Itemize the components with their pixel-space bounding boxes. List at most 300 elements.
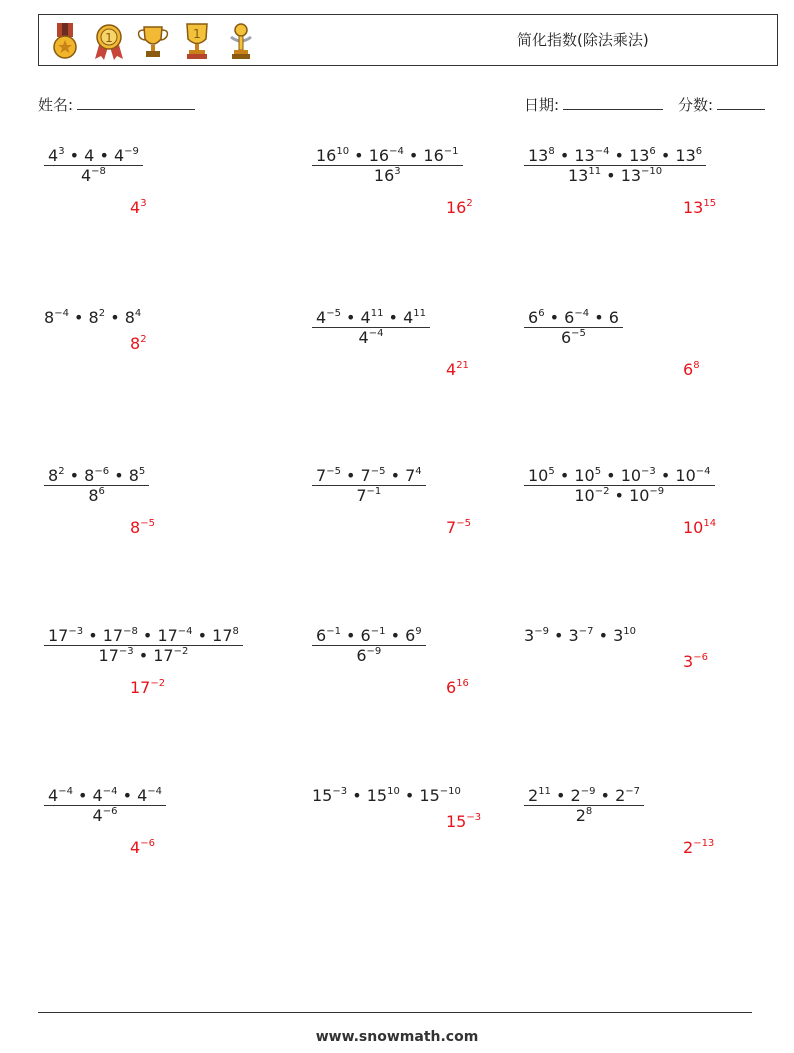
score-label: 分数: <box>678 96 714 114</box>
power-term <box>48 466 65 485</box>
power-term <box>524 626 549 645</box>
name-blank[interactable] <box>77 95 195 110</box>
power-term <box>316 146 349 165</box>
multiply-dot: • <box>109 466 129 485</box>
power-term <box>683 360 700 379</box>
multiply-dot: • <box>117 786 138 805</box>
exponent: −6 <box>94 466 110 477</box>
base: 16 <box>423 146 444 165</box>
power-term <box>683 518 716 537</box>
power-term <box>405 466 422 485</box>
numerator <box>312 786 461 805</box>
power-term <box>84 146 94 165</box>
date-field <box>524 94 663 115</box>
exponent: 6 <box>538 308 545 319</box>
problem-14 <box>312 786 461 805</box>
base: 2 <box>683 838 694 857</box>
base: 6 <box>608 308 619 327</box>
power-term <box>114 146 139 165</box>
exponent: 8 <box>548 146 555 157</box>
base: 2 <box>570 786 581 805</box>
denominator <box>312 327 430 347</box>
exponent: 3 <box>58 146 65 157</box>
multiply-dot: • <box>399 786 420 805</box>
problem-15 <box>524 786 644 825</box>
name-field <box>38 94 195 115</box>
power-term <box>359 328 384 347</box>
power-term <box>312 786 347 805</box>
base: 4 <box>130 198 141 217</box>
exponent: −2 <box>173 646 189 657</box>
power-term <box>561 328 586 347</box>
expression <box>524 466 715 505</box>
denominator <box>524 805 644 825</box>
multiply-dot: • <box>655 466 676 485</box>
power-term <box>212 626 239 645</box>
power-term <box>528 786 551 805</box>
svg-text:1: 1 <box>105 31 113 45</box>
power-term <box>571 786 596 805</box>
exponent: 6 <box>98 486 105 497</box>
base: 4 <box>358 328 369 347</box>
multiply-dot: • <box>349 146 369 165</box>
multiply-dot: • <box>137 626 158 645</box>
multiply-dot: • <box>548 626 569 645</box>
answer-1 <box>130 198 147 217</box>
exponent: 6 <box>695 146 703 157</box>
power-term <box>129 466 146 485</box>
exponent: 9 <box>415 626 422 637</box>
base: 8 <box>124 308 135 327</box>
multiply-dot: • <box>68 308 89 327</box>
power-term <box>361 626 386 645</box>
multiply-dot: • <box>554 146 575 165</box>
numerator <box>312 146 463 165</box>
numerator <box>524 626 636 645</box>
power-term <box>153 646 188 665</box>
base: 16 <box>316 146 337 165</box>
denominator <box>44 805 166 825</box>
power-term <box>613 626 636 645</box>
exponent: −4 <box>58 786 73 797</box>
exponent: 2 <box>466 198 473 209</box>
multiply-dot: • <box>192 626 213 645</box>
power-term <box>446 518 471 537</box>
exponent: 11 <box>413 308 426 319</box>
date-blank[interactable] <box>563 95 663 110</box>
answer-5 <box>446 360 469 379</box>
power-term <box>157 626 192 645</box>
gold-trophy-icon <box>179 21 215 61</box>
multiply-dot: • <box>64 466 85 485</box>
power-term <box>356 646 381 665</box>
multiply-dot: • <box>83 626 103 645</box>
answer-2 <box>446 198 473 217</box>
power-term <box>356 486 381 505</box>
numerator <box>524 308 623 327</box>
power-term <box>99 646 134 665</box>
multiply-dot: • <box>550 786 571 805</box>
exponent: −7 <box>625 786 641 797</box>
power-term <box>44 308 69 327</box>
base: 2 <box>575 806 586 825</box>
score-blank[interactable] <box>717 95 765 110</box>
base: 17 <box>98 646 119 665</box>
base: 10 <box>574 486 595 505</box>
base: 10 <box>629 486 650 505</box>
answer-9 <box>683 518 716 537</box>
denominator <box>312 165 463 185</box>
exponent: −4 <box>574 308 590 319</box>
power-term <box>576 806 593 825</box>
base: 8 <box>44 308 55 327</box>
expression <box>44 308 141 327</box>
numerator <box>44 466 149 485</box>
exponent: −1 <box>326 626 341 637</box>
base: 4 <box>113 146 125 165</box>
exponent: 8 <box>585 806 593 817</box>
base: 6 <box>446 678 457 697</box>
base: 8 <box>128 466 139 485</box>
power-term <box>446 198 473 217</box>
exponent: −1 <box>366 486 382 497</box>
denominator <box>44 165 143 185</box>
power-term <box>316 626 341 645</box>
exponent: 10 <box>623 626 637 637</box>
problem-11 <box>312 626 426 665</box>
base: 13 <box>683 198 704 217</box>
multiply-dot: • <box>347 786 367 805</box>
exponent: 15 <box>703 198 717 209</box>
exponent: −13 <box>693 838 715 849</box>
answer-7 <box>130 518 155 537</box>
exponent: 11 <box>588 166 602 177</box>
problem-3 <box>524 146 706 185</box>
power-term <box>609 308 619 327</box>
base: 2 <box>528 786 539 805</box>
numerator <box>524 146 706 165</box>
denominator <box>524 165 706 185</box>
exponent: −5 <box>326 466 341 477</box>
power-term <box>621 166 662 185</box>
exponent: −1 <box>443 146 459 157</box>
base: 13 <box>620 166 642 185</box>
ribbon-medal-icon <box>91 21 127 61</box>
base: 6 <box>564 308 575 327</box>
base: 8 <box>48 466 59 485</box>
base: 4 <box>137 786 148 805</box>
expression <box>312 466 426 505</box>
base: 16 <box>446 198 467 217</box>
exponent: −4 <box>368 328 384 339</box>
numerator <box>44 146 143 165</box>
exponent: −6 <box>693 652 708 663</box>
problem-10 <box>44 626 243 665</box>
multiply-dot: • <box>340 308 361 327</box>
expression <box>312 626 426 665</box>
exponent: 3 <box>140 198 147 209</box>
exponent: −2 <box>594 486 610 497</box>
exponent: −6 <box>140 838 155 849</box>
power-term <box>103 626 138 645</box>
base: 7 <box>360 466 371 485</box>
problem-2 <box>312 146 463 185</box>
multiply-dot: • <box>554 466 575 485</box>
exponent: 5 <box>548 466 555 477</box>
exponent: −4 <box>102 786 118 797</box>
multiply-dot: • <box>601 466 621 485</box>
expression <box>44 626 243 665</box>
power-term <box>130 334 147 353</box>
base: 13 <box>567 166 589 185</box>
problem-9 <box>524 466 715 505</box>
power-term <box>569 626 594 645</box>
numerator <box>44 626 243 645</box>
answer-4 <box>130 334 147 353</box>
base: 10 <box>683 518 704 537</box>
exponent: −5 <box>456 518 471 529</box>
power-term <box>446 360 469 379</box>
exponent: −9 <box>366 646 382 657</box>
power-term <box>361 466 386 485</box>
base: 4 <box>48 146 59 165</box>
multiply-dot: • <box>385 466 406 485</box>
trophy-cup-icon <box>135 21 171 61</box>
denominator <box>44 485 149 505</box>
base: 8 <box>88 308 99 327</box>
problem-7 <box>44 466 149 505</box>
problem-1 <box>44 146 143 185</box>
power-term <box>316 466 341 485</box>
worksheet-title: 简化指数(除法乘法) <box>517 31 649 49</box>
exponent: −5 <box>326 308 341 319</box>
footer-divider <box>38 1012 752 1013</box>
base: 6 <box>528 308 539 327</box>
base: 8 <box>84 466 95 485</box>
base: 4 <box>403 308 414 327</box>
exponent: −9 <box>649 486 665 497</box>
name-label: 姓名: <box>38 96 74 114</box>
base: 7 <box>316 466 327 485</box>
multiply-dot: • <box>383 308 404 327</box>
base: 4 <box>80 166 92 185</box>
power-term <box>446 678 469 697</box>
answer-6 <box>683 360 700 379</box>
exponent: −4 <box>177 626 193 637</box>
exponent: 8 <box>693 360 700 371</box>
power-term <box>48 626 83 645</box>
power-term <box>528 308 545 327</box>
power-term <box>130 678 165 697</box>
power-term <box>419 786 460 805</box>
base: 17 <box>48 626 69 645</box>
power-term <box>89 308 106 327</box>
base: 3 <box>683 652 694 671</box>
exponent: 2 <box>140 334 147 345</box>
base: 7 <box>356 486 367 505</box>
problem-8 <box>312 466 426 505</box>
exponent: −5 <box>370 466 386 477</box>
expression <box>44 466 149 505</box>
exponent: 4 <box>134 308 142 319</box>
power-term <box>137 786 162 805</box>
power-term <box>81 166 106 185</box>
base: 15 <box>419 786 440 805</box>
base: 6 <box>683 360 694 379</box>
exponent: 2 <box>58 466 65 477</box>
base: 6 <box>356 646 367 665</box>
power-term <box>130 838 155 857</box>
base: 3 <box>613 626 624 645</box>
base: 15 <box>366 786 388 805</box>
exponent: −4 <box>695 466 711 477</box>
base: 13 <box>528 146 549 165</box>
power-term <box>621 466 656 485</box>
exponent: 21 <box>456 360 469 371</box>
power-term <box>564 308 589 327</box>
base: 7 <box>446 518 457 537</box>
base: 6 <box>360 626 371 645</box>
numerator <box>312 626 426 645</box>
power-term <box>683 652 708 671</box>
base: 15 <box>446 812 467 831</box>
exponent: −5 <box>571 328 586 339</box>
base: 17 <box>157 626 178 645</box>
power-term <box>374 166 401 185</box>
exponent: −3 <box>641 466 656 477</box>
multiply-dot: • <box>609 486 630 505</box>
exponent: −4 <box>594 146 610 157</box>
expression <box>524 786 644 825</box>
answer-3 <box>683 198 716 217</box>
base: 13 <box>675 146 696 165</box>
denominator <box>312 485 426 505</box>
base: 8 <box>130 518 141 537</box>
exponent: 16 <box>456 678 469 689</box>
base: 4 <box>360 308 371 327</box>
expression <box>44 786 166 825</box>
multiply-dot: • <box>64 146 85 165</box>
score-field <box>678 94 765 115</box>
power-term <box>683 198 716 217</box>
exponent: 5 <box>138 466 146 477</box>
expression <box>524 626 636 645</box>
multiply-dot: • <box>544 308 565 327</box>
base: 13 <box>574 146 595 165</box>
exponent: −8 <box>91 166 106 177</box>
expression <box>312 146 463 185</box>
power-term <box>574 466 601 485</box>
power-term <box>125 308 142 327</box>
exponent: −2 <box>150 678 166 689</box>
base: 10 <box>528 466 549 485</box>
numerator <box>312 466 426 485</box>
exponent: 5 <box>594 466 602 477</box>
exponent: 10 <box>387 786 400 797</box>
denominator <box>524 327 623 347</box>
base: 8 <box>88 486 99 505</box>
numerator <box>524 466 715 485</box>
base: 6 <box>560 328 572 347</box>
base: 15 <box>312 786 333 805</box>
exponent: −3 <box>68 626 84 637</box>
base: 3 <box>568 626 579 645</box>
problem-4 <box>44 308 141 327</box>
exponent: −6 <box>102 806 118 817</box>
exponent: −7 <box>578 626 594 637</box>
base: 4 <box>48 786 59 805</box>
multiply-dot: • <box>655 146 676 165</box>
power-term <box>84 466 109 485</box>
expression <box>44 146 143 185</box>
power-term <box>48 786 73 805</box>
date-label: 日期: <box>524 96 560 114</box>
problem-6 <box>524 308 623 347</box>
multiply-dot: • <box>601 166 621 185</box>
numerator <box>524 786 644 805</box>
numerator <box>312 308 430 327</box>
exponent: 4 <box>415 466 422 477</box>
svg-text:1: 1 <box>193 27 201 41</box>
power-term <box>423 146 458 165</box>
multiply-dot: • <box>589 308 609 327</box>
power-term <box>369 146 404 165</box>
power-term <box>574 486 609 505</box>
power-term <box>675 146 702 165</box>
answer-13 <box>130 838 155 857</box>
answer-8 <box>446 518 471 537</box>
exponent: 6 <box>649 146 656 157</box>
numerator <box>44 786 166 805</box>
base: 13 <box>629 146 650 165</box>
power-term <box>528 466 555 485</box>
answer-12 <box>683 652 708 671</box>
answer-14 <box>446 812 481 831</box>
exponent: 3 <box>394 166 401 177</box>
exponent: 2 <box>98 308 106 319</box>
expression <box>524 308 623 347</box>
footer-url: www.snowmath.com <box>315 1029 479 1045</box>
exponent: −10 <box>641 166 663 177</box>
exponent: −9 <box>534 626 549 637</box>
denominator <box>524 485 715 505</box>
worksheet-header <box>38 14 778 66</box>
multiply-dot: • <box>340 466 361 485</box>
power-term <box>130 198 147 217</box>
base: 6 <box>405 626 416 645</box>
power-term <box>367 786 400 805</box>
problem-13 <box>44 786 166 825</box>
answer-15 <box>683 838 714 857</box>
exponent: −4 <box>54 308 69 319</box>
power-term <box>675 466 710 485</box>
power-term <box>93 786 118 805</box>
exponent: −4 <box>147 786 163 797</box>
multiply-dot: • <box>593 626 614 645</box>
expression <box>312 786 461 805</box>
power-term <box>403 308 426 327</box>
base: 4 <box>92 806 103 825</box>
base: 4 <box>92 786 103 805</box>
multiply-dot: • <box>340 626 361 645</box>
base: 16 <box>368 146 390 165</box>
base: 17 <box>102 626 124 645</box>
base: 17 <box>153 646 174 665</box>
multiply-dot: • <box>105 308 125 327</box>
multiply-dot: • <box>385 626 406 645</box>
power-term <box>528 146 555 165</box>
base: 3 <box>524 626 535 645</box>
